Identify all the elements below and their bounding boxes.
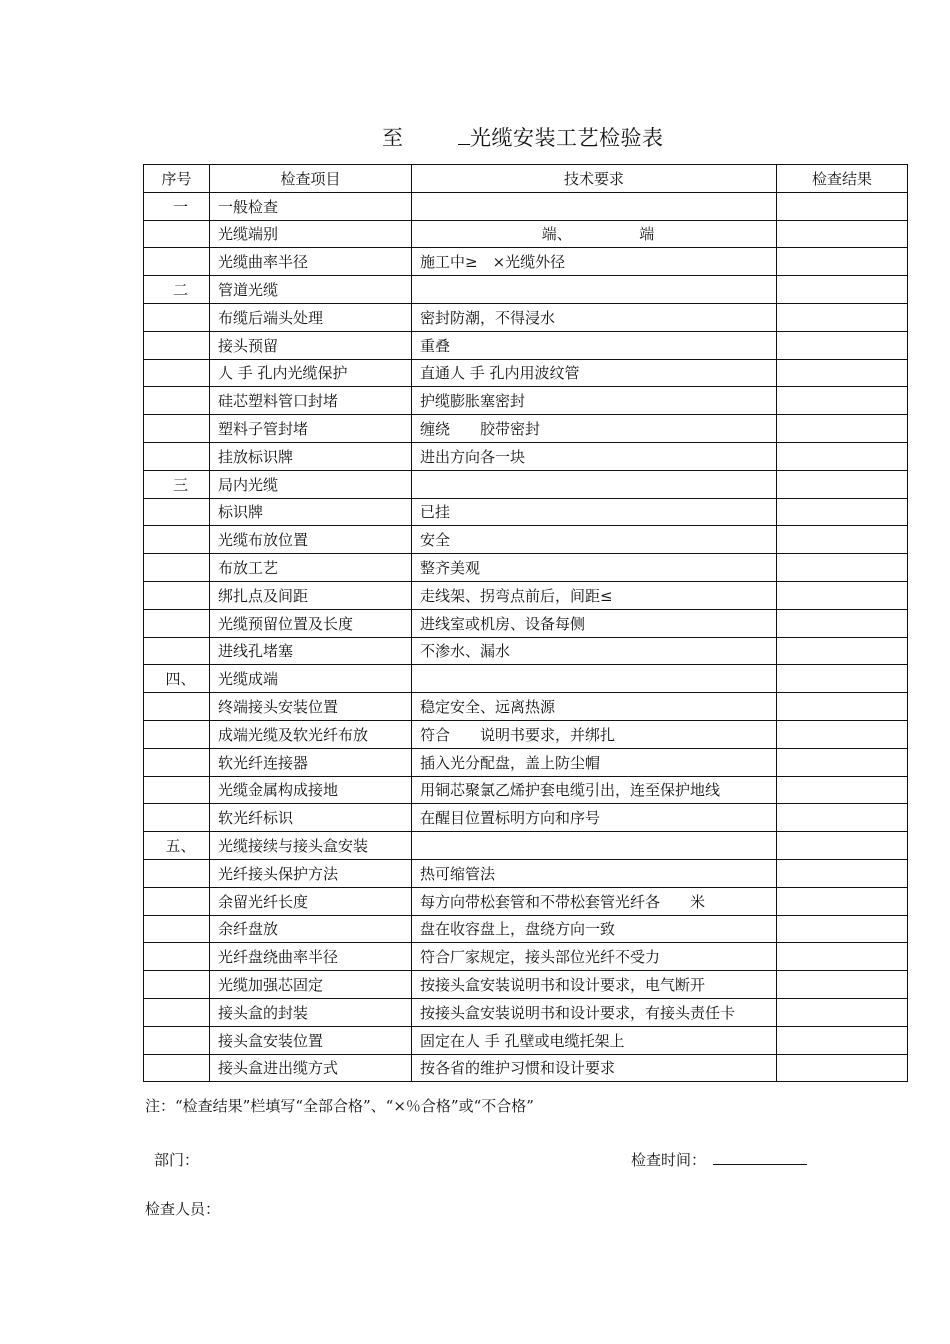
table-row xyxy=(144,1026,908,1054)
row-requirement: 按各省的维护习惯和设计要求 xyxy=(412,1054,777,1082)
row-item: 软光纤连接器 xyxy=(210,748,412,776)
row-requirement: 每方向带松套管和不带松套管光纤各 米 xyxy=(412,887,777,915)
row-requirement: 按接头盒安装说明书和设计要求，有接头责任卡 xyxy=(412,998,777,1026)
row-result[interactable] xyxy=(777,442,908,470)
table-row xyxy=(144,693,908,721)
row-seq xyxy=(144,943,210,971)
row-seq xyxy=(144,1054,210,1082)
row-item: 光缆布放位置 xyxy=(210,526,412,554)
row-item: 进线孔堵塞 xyxy=(210,637,412,665)
check-time-label: 检查时间： xyxy=(631,1151,707,1169)
row-result[interactable] xyxy=(777,248,908,276)
row-requirement: 插入光分配盘，盖上防尘帽 xyxy=(412,748,777,776)
table-row xyxy=(144,943,908,971)
table-row xyxy=(144,415,908,443)
row-result[interactable] xyxy=(777,804,908,832)
row-result[interactable] xyxy=(777,943,908,971)
row-result[interactable] xyxy=(777,1054,908,1082)
row-requirement: 重叠 xyxy=(412,331,777,359)
table-row xyxy=(144,887,908,915)
check-time-blank[interactable] xyxy=(713,1164,807,1165)
table-row xyxy=(144,581,908,609)
row-item: 余留光纤长度 xyxy=(210,887,412,915)
department-label: 部门： xyxy=(154,1151,200,1169)
row-seq xyxy=(144,859,210,887)
row-item: 布放工艺 xyxy=(210,554,412,582)
row-item: 接头预留 xyxy=(210,331,412,359)
row-seq: 五、 xyxy=(144,832,210,860)
row-item: 光缆端别 xyxy=(210,220,412,248)
row-result[interactable] xyxy=(777,776,908,804)
row-requirement: 缠绕 胶带密封 xyxy=(412,415,777,443)
row-requirement: 直通人 手 孔内用波纹管 xyxy=(412,359,777,387)
inspection-table xyxy=(143,164,908,1082)
row-seq xyxy=(144,998,210,1026)
row-item: 一般检查 xyxy=(210,192,412,220)
row-item: 光缆金属构成接地 xyxy=(210,776,412,804)
row-seq xyxy=(144,442,210,470)
row-requirement: 已挂 xyxy=(412,498,777,526)
document-title xyxy=(0,122,950,152)
row-seq xyxy=(144,1026,210,1054)
row-result[interactable] xyxy=(777,720,908,748)
row-result[interactable] xyxy=(777,832,908,860)
table-row xyxy=(144,748,908,776)
header-requirement: 技术要求 xyxy=(412,165,777,193)
row-result[interactable] xyxy=(777,220,908,248)
row-result[interactable] xyxy=(777,387,908,415)
row-result[interactable] xyxy=(777,915,908,943)
row-result[interactable] xyxy=(777,609,908,637)
row-seq xyxy=(144,609,210,637)
row-seq xyxy=(144,581,210,609)
row-requirement: 整齐美观 xyxy=(412,554,777,582)
table-row xyxy=(144,220,908,248)
row-result[interactable] xyxy=(777,665,908,693)
row-seq xyxy=(144,693,210,721)
row-result[interactable] xyxy=(777,1026,908,1054)
row-item: 塑料子管封堵 xyxy=(210,415,412,443)
row-result[interactable] xyxy=(777,470,908,498)
table-header-row xyxy=(144,165,908,193)
row-result[interactable] xyxy=(777,581,908,609)
header-item: 检查项目 xyxy=(210,165,412,193)
row-seq xyxy=(144,776,210,804)
row-item: 光缆接续与接头盒安装 xyxy=(210,832,412,860)
row-result[interactable] xyxy=(777,415,908,443)
row-seq xyxy=(144,331,210,359)
row-item: 标识牌 xyxy=(210,498,412,526)
table-row xyxy=(144,998,908,1026)
row-item: 接头盒安装位置 xyxy=(210,1026,412,1054)
row-item: 接头盒进出缆方式 xyxy=(210,1054,412,1082)
row-item: 光缆预留位置及长度 xyxy=(210,609,412,637)
table-row xyxy=(144,971,908,999)
table-row xyxy=(144,442,908,470)
row-result[interactable] xyxy=(777,554,908,582)
row-requirement: 符合厂家规定，接头部位光纤不受力 xyxy=(412,943,777,971)
row-result[interactable] xyxy=(777,526,908,554)
row-item: 硅芯塑料管口封堵 xyxy=(210,387,412,415)
row-item: 光缆成端 xyxy=(210,665,412,693)
row-result[interactable] xyxy=(777,192,908,220)
row-seq xyxy=(144,748,210,776)
row-item: 布缆后端头处理 xyxy=(210,303,412,331)
row-result[interactable] xyxy=(777,498,908,526)
row-seq: 一 xyxy=(144,192,210,220)
title-blank-line xyxy=(458,144,470,145)
row-item: 光缆加强芯固定 xyxy=(210,971,412,999)
table-row xyxy=(144,498,908,526)
table-row xyxy=(144,554,908,582)
row-requirement: 用铜芯聚氯乙烯护套电缆引出，连至保护地线 xyxy=(412,776,777,804)
row-seq xyxy=(144,220,210,248)
row-item: 成端光缆及软光纤布放 xyxy=(210,720,412,748)
row-requirement: 在醒目位置标明方向和序号 xyxy=(412,804,777,832)
row-requirement: 走线架、拐弯点前后，间距≤ xyxy=(412,581,777,609)
row-requirement: 不渗水、漏水 xyxy=(412,637,777,665)
row-requirement: 热可缩管法 xyxy=(412,859,777,887)
table-row xyxy=(144,387,908,415)
row-requirement: 护缆膨胀塞密封 xyxy=(412,387,777,415)
row-requirement xyxy=(412,470,777,498)
row-result[interactable] xyxy=(777,971,908,999)
row-requirement: 进出方向各一块 xyxy=(412,442,777,470)
row-result[interactable] xyxy=(777,859,908,887)
table-row xyxy=(144,859,908,887)
row-result[interactable] xyxy=(777,887,908,915)
row-requirement: 符合 说明书要求，并绑扎 xyxy=(412,720,777,748)
row-requirement: 固定在人 手 孔壁或电缆托架上 xyxy=(412,1026,777,1054)
row-requirement: 施工中≥ ×光缆外径 xyxy=(412,248,777,276)
row-result[interactable] xyxy=(777,637,908,665)
row-item: 光纤接头保护方法 xyxy=(210,859,412,887)
row-seq xyxy=(144,248,210,276)
row-requirement xyxy=(412,192,777,220)
row-seq: 二 xyxy=(144,276,210,304)
row-item: 人 手 孔内光缆保护 xyxy=(210,359,412,387)
table-row xyxy=(144,192,908,220)
row-seq xyxy=(144,415,210,443)
table-row xyxy=(144,832,908,860)
row-requirement: 按接头盒安装说明书和设计要求，电气断开 xyxy=(412,971,777,999)
row-seq xyxy=(144,804,210,832)
row-seq xyxy=(144,359,210,387)
table-row xyxy=(144,331,908,359)
row-seq xyxy=(144,554,210,582)
row-requirement: 安全 xyxy=(412,526,777,554)
table-row xyxy=(144,804,908,832)
row-item: 挂放标识牌 xyxy=(210,442,412,470)
row-seq xyxy=(144,915,210,943)
row-seq xyxy=(144,720,210,748)
title-prefix: 至 xyxy=(382,126,403,150)
row-requirement xyxy=(412,276,777,304)
row-seq xyxy=(144,887,210,915)
row-requirement xyxy=(412,832,777,860)
row-result[interactable] xyxy=(777,748,908,776)
row-seq xyxy=(144,387,210,415)
row-requirement: 盘在收容盘上，盘绕方向一致 xyxy=(412,915,777,943)
row-seq xyxy=(144,971,210,999)
row-item: 接头盒的封装 xyxy=(210,998,412,1026)
row-item: 绑扎点及间距 xyxy=(210,581,412,609)
row-result[interactable] xyxy=(777,359,908,387)
header-result: 检查结果 xyxy=(777,165,908,193)
row-item: 光纤盘绕曲率半径 xyxy=(210,943,412,971)
title-main: 光缆安装工艺检验表 xyxy=(470,126,664,150)
row-result[interactable] xyxy=(777,276,908,304)
inspector-label: 检查人员： xyxy=(145,1200,221,1218)
table-row xyxy=(144,609,908,637)
table-row xyxy=(144,248,908,276)
row-item: 终端接头安装位置 xyxy=(210,693,412,721)
table-row xyxy=(144,359,908,387)
header-seq: 序号 xyxy=(144,165,210,193)
table-row xyxy=(144,665,908,693)
table-row xyxy=(144,720,908,748)
row-result[interactable] xyxy=(777,693,908,721)
table-row xyxy=(144,1054,908,1082)
row-item: 软光纤标识 xyxy=(210,804,412,832)
table-row xyxy=(144,637,908,665)
table-row xyxy=(144,470,908,498)
row-item: 管道光缆 xyxy=(210,276,412,304)
table-note: 注：“检查结果”栏填写“全部合格”、“×％合格”或“不合格” xyxy=(145,1097,534,1115)
table-row xyxy=(144,303,908,331)
row-seq xyxy=(144,303,210,331)
table-row xyxy=(144,276,908,304)
row-requirement xyxy=(412,665,777,693)
row-requirement: 密封防潮，不得浸水 xyxy=(412,303,777,331)
table-row xyxy=(144,776,908,804)
row-seq xyxy=(144,637,210,665)
row-seq: 三 xyxy=(144,470,210,498)
row-requirement: 端、 端 xyxy=(412,220,777,248)
table-row xyxy=(144,526,908,554)
row-requirement: 稳定安全、远离热源 xyxy=(412,693,777,721)
row-item: 局内光缆 xyxy=(210,470,412,498)
row-seq: 四、 xyxy=(144,665,210,693)
row-seq xyxy=(144,498,210,526)
row-result[interactable] xyxy=(777,303,908,331)
table-row xyxy=(144,915,908,943)
row-item: 光缆曲率半径 xyxy=(210,248,412,276)
row-seq xyxy=(144,526,210,554)
row-requirement: 进线室或机房、设备每侧 xyxy=(412,609,777,637)
row-result[interactable] xyxy=(777,331,908,359)
row-result[interactable] xyxy=(777,998,908,1026)
row-item: 余纤盘放 xyxy=(210,915,412,943)
